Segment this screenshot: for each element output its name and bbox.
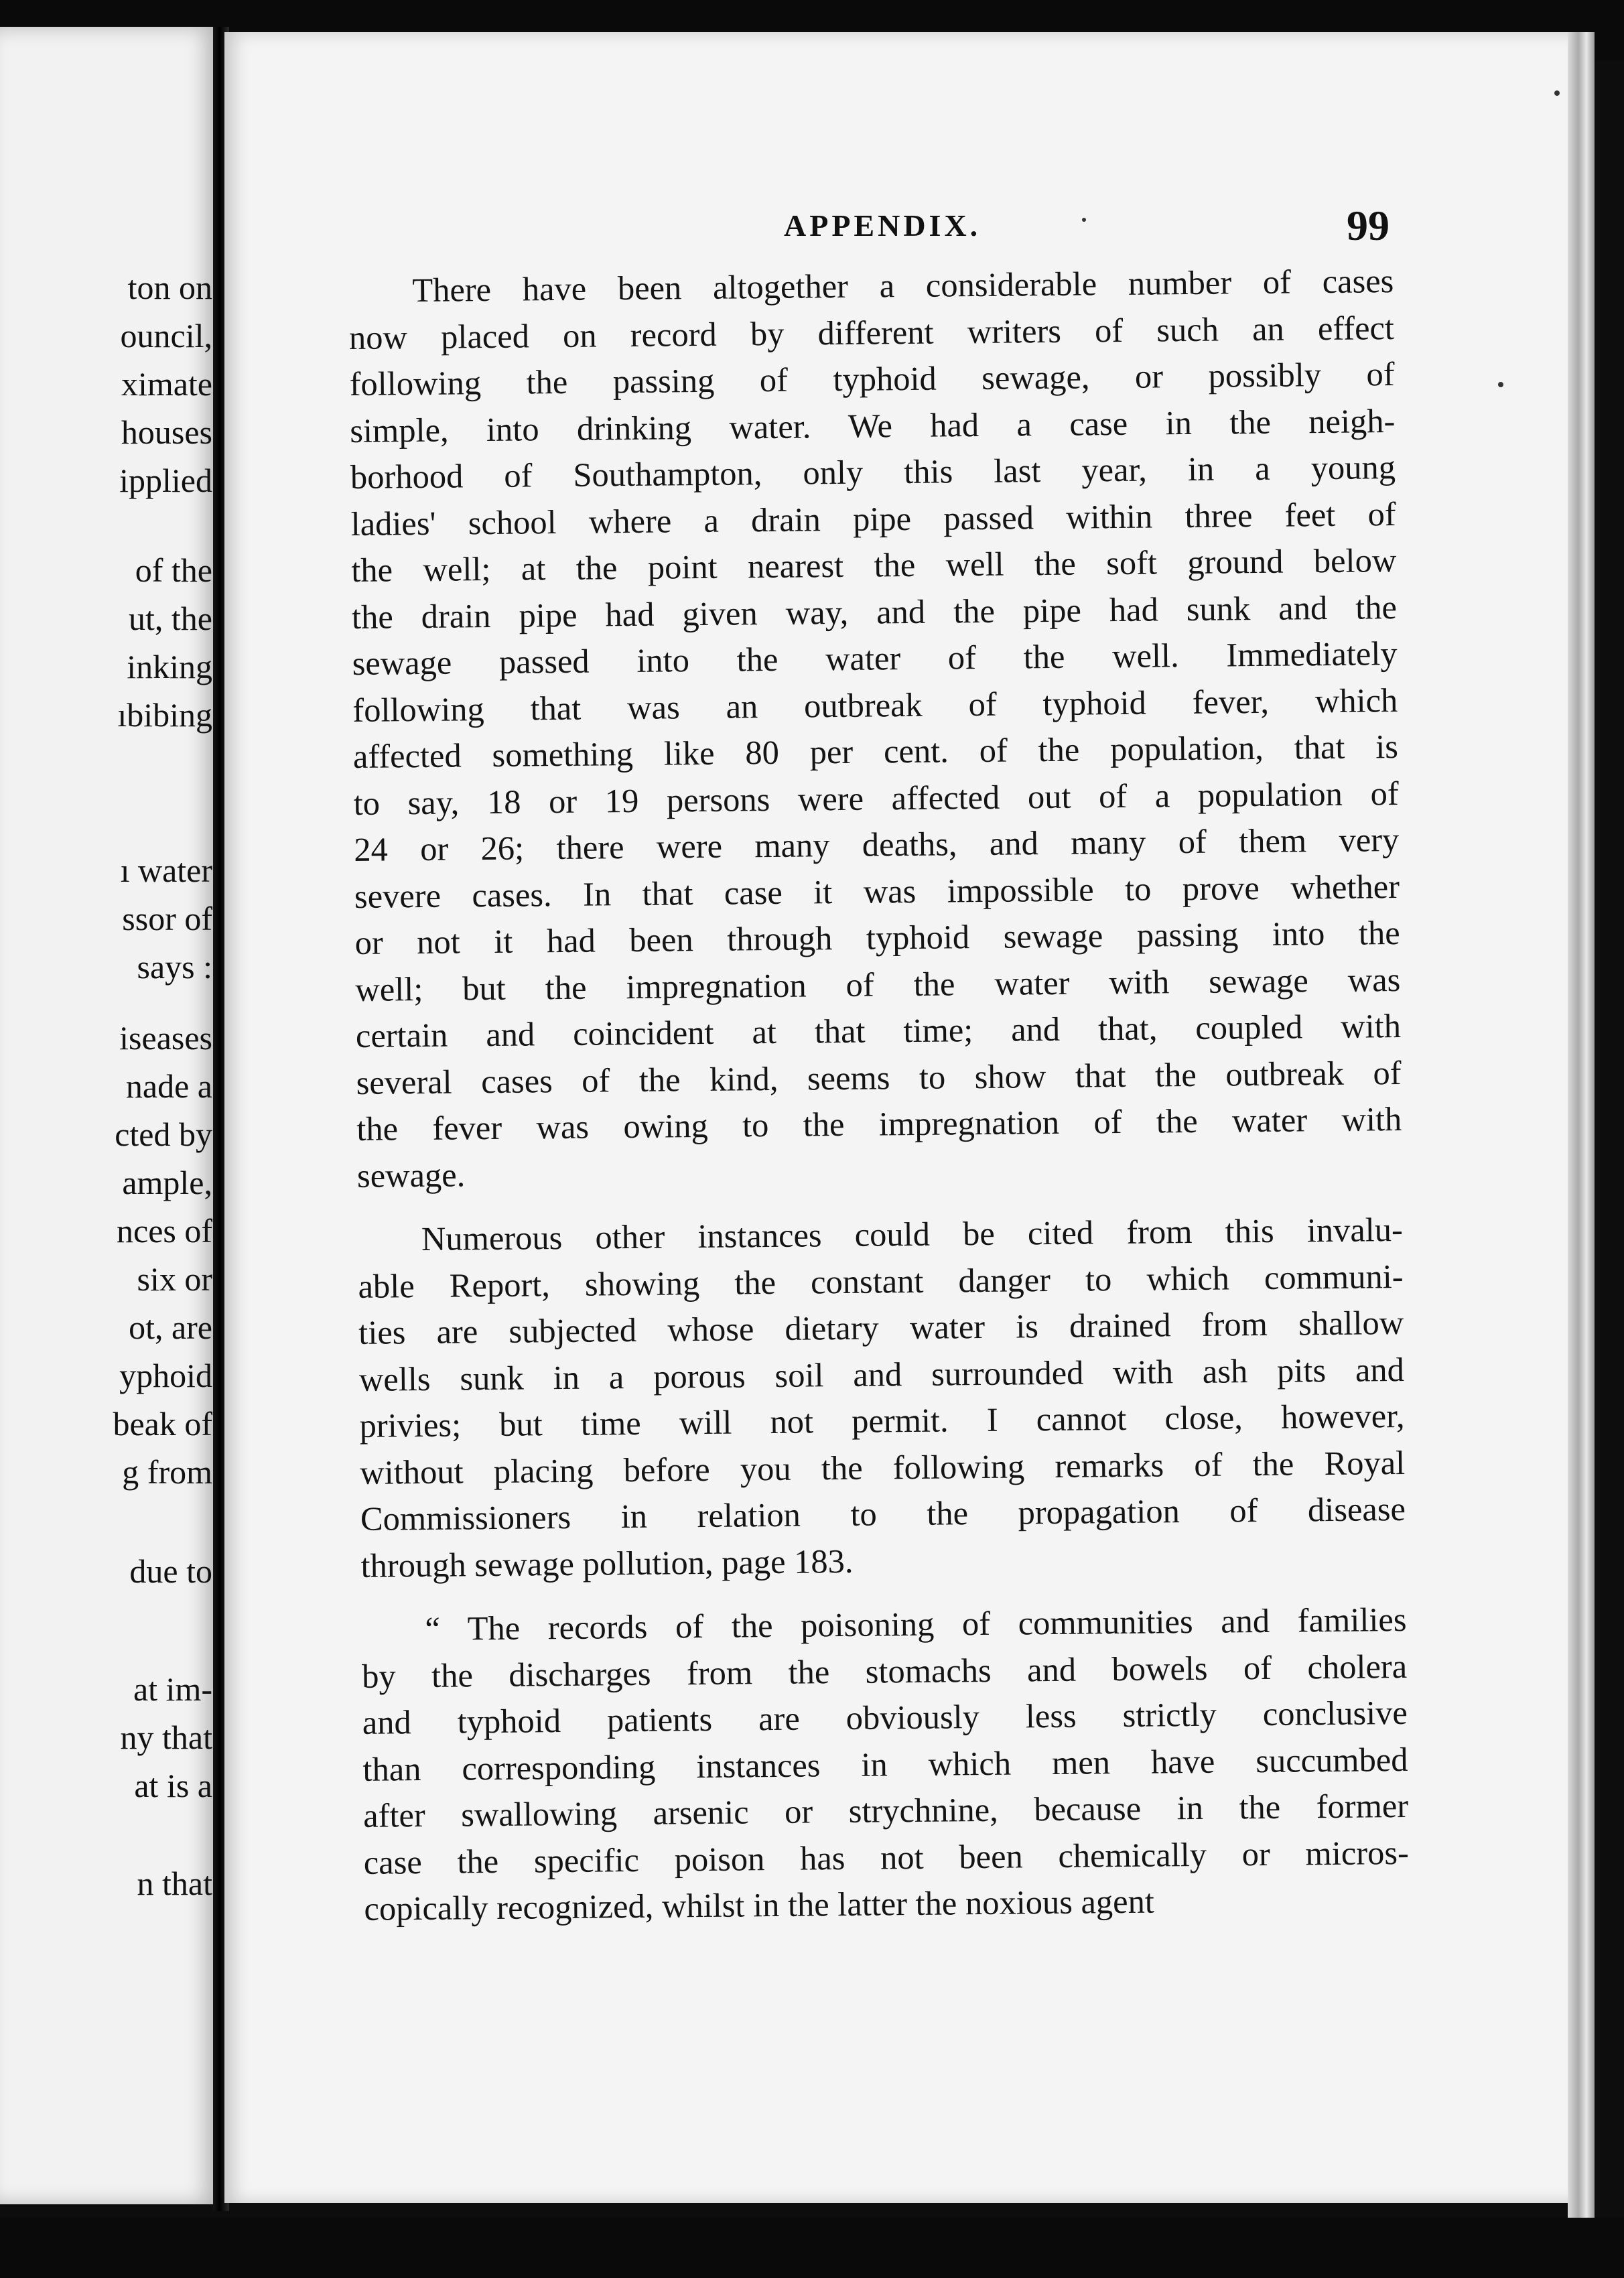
facing-page-fragment: ximate: [121, 365, 212, 403]
text-line: following that was an outbreak of typhoid fever, which: [352, 681, 1398, 729]
text-line: the drain pipe had given way, and the pipe had sunk and the: [351, 588, 1398, 636]
text-line: by the discharges from the stomachs and bowels of cholera: [361, 1647, 1408, 1695]
text-line: “ The records of the poisoning of communities and families: [425, 1600, 1407, 1648]
facing-page-fragment: n that: [137, 1865, 212, 1902]
text-line: after swallowing arsenic or strychnine, because in the former: [362, 1786, 1409, 1834]
facing-page-fragment: houses: [121, 413, 212, 451]
text-line: ladies' school where a drain pipe passed within three feet of: [350, 494, 1396, 543]
text-line: certain and coincident at that time; and that, coupled with: [355, 1006, 1402, 1055]
facing-page-fragment: nces of: [117, 1212, 212, 1250]
facing-page-fragment: ouncil,: [120, 317, 212, 354]
facing-page-fragment: beak of: [113, 1405, 212, 1443]
facing-page-fragment: ssor of: [122, 900, 212, 937]
facing-page-fragment: ton on: [127, 269, 212, 306]
text-line: without placing before you the following remarks of the Royal: [359, 1443, 1406, 1491]
text-line: Commissioners in relation to the propagation of disease: [360, 1489, 1406, 1538]
text-line: to say, 18 or 19 persons were affected out of a population of: [353, 774, 1399, 822]
scan-border-bottom: [0, 2218, 1624, 2278]
facing-page-fragment: ample,: [122, 1164, 212, 1201]
facing-page-fragment: due to: [129, 1552, 212, 1590]
body-text: [348, 258, 1410, 1932]
text-line: copically recognized, whilst in the latter the noxious agent: [364, 1882, 1155, 1928]
paragraph: [358, 1207, 1406, 1589]
text-line: privies; but time will not permit. I cannot close, however,: [359, 1396, 1405, 1445]
facing-page-fragment: yphoid: [119, 1357, 212, 1394]
facing-page-left: [0, 27, 222, 2204]
facing-page-fragment: g from: [122, 1453, 212, 1491]
text-line: 24 or 26; there were many deaths, and many of them very: [354, 820, 1400, 868]
facing-page-fragment: of the: [135, 551, 212, 589]
facing-page-fragment: cted by: [115, 1116, 212, 1153]
text-line: now placed on record by different writers of such an effect: [348, 308, 1395, 356]
facing-page-fragment: ny that: [120, 1719, 212, 1756]
text-line: sewage.: [356, 1155, 466, 1195]
text-line: than corresponding instances in which men have succumbed: [362, 1740, 1408, 1788]
scan-speck: [1498, 382, 1503, 387]
text-line: well; but the impregnation of the water with sewage was: [355, 960, 1401, 1008]
facing-page-fragment: ot, are: [129, 1309, 212, 1346]
text-line: Numerous other instances could be cited from this invalu-: [421, 1210, 1404, 1258]
page-number: 99: [1347, 202, 1390, 249]
facing-page-fragment: iseases: [119, 1019, 212, 1057]
text-line: case the specific poison has not been chemically or micros-: [363, 1833, 1410, 1881]
facing-page-fragment: ı water: [120, 852, 212, 889]
text-line: wells sunk in a porous soil and surrounded with ash pits and: [358, 1350, 1405, 1398]
text-line: borhood of Southampton, only this last year, in a young: [350, 448, 1396, 496]
facing-page-fragment: nade a: [125, 1067, 212, 1105]
facing-page-fragment: at im-: [133, 1670, 212, 1708]
scan-speck: [1554, 90, 1560, 96]
text-line: There have been altogether a considerable number of cases: [412, 262, 1394, 310]
text-line: affected something like 80 per cent. of the population, that is: [352, 727, 1399, 775]
text-line: following the passing of typhoid sewage, or possibly of: [349, 355, 1395, 403]
scan-speck: [1082, 218, 1086, 222]
text-line: the fever was owing to the impregnation of the water with: [356, 1099, 1402, 1148]
text-line: through sewage pollution, page 183.: [360, 1542, 854, 1585]
facing-page-fragment: six or: [137, 1260, 212, 1298]
paragraph: [361, 1597, 1410, 1932]
text-line: and typhoid patients are obviously less strictly conclusive: [362, 1693, 1408, 1741]
page-edge-right: [1568, 32, 1595, 2236]
facing-page-fragment: ıbibing: [117, 696, 212, 734]
text-line: sewage passed into the water of the well. Immediately: [352, 634, 1398, 682]
text-line: or not it had been through typhoid sewage passing into the: [354, 913, 1400, 961]
facing-page-fragment: at is a: [134, 1767, 212, 1804]
text-line: simple, into drinking water. We had a case in the neigh-: [350, 401, 1396, 450]
text-line: ties are subjected whose dietary water is drained from shallow: [358, 1303, 1404, 1351]
facing-page-fragment: says :: [137, 948, 212, 986]
facing-page-fragment: ut, the: [129, 600, 212, 637]
paragraph: [348, 258, 1402, 1199]
text-line: severe cases. In that case it was impossible to prove whether: [354, 867, 1400, 915]
text-line: several cases of the kind, seems to show that the outbreak of: [356, 1053, 1402, 1101]
facing-page-fragment: ipplied: [119, 462, 212, 499]
text-line: the well; at the point nearest the well the soft ground below: [351, 541, 1397, 589]
facing-page-fragment: inking: [127, 648, 212, 685]
running-head: APPENDIX.: [784, 208, 982, 243]
text-line: able Report, showing the constant danger to which communi-: [358, 1257, 1404, 1305]
